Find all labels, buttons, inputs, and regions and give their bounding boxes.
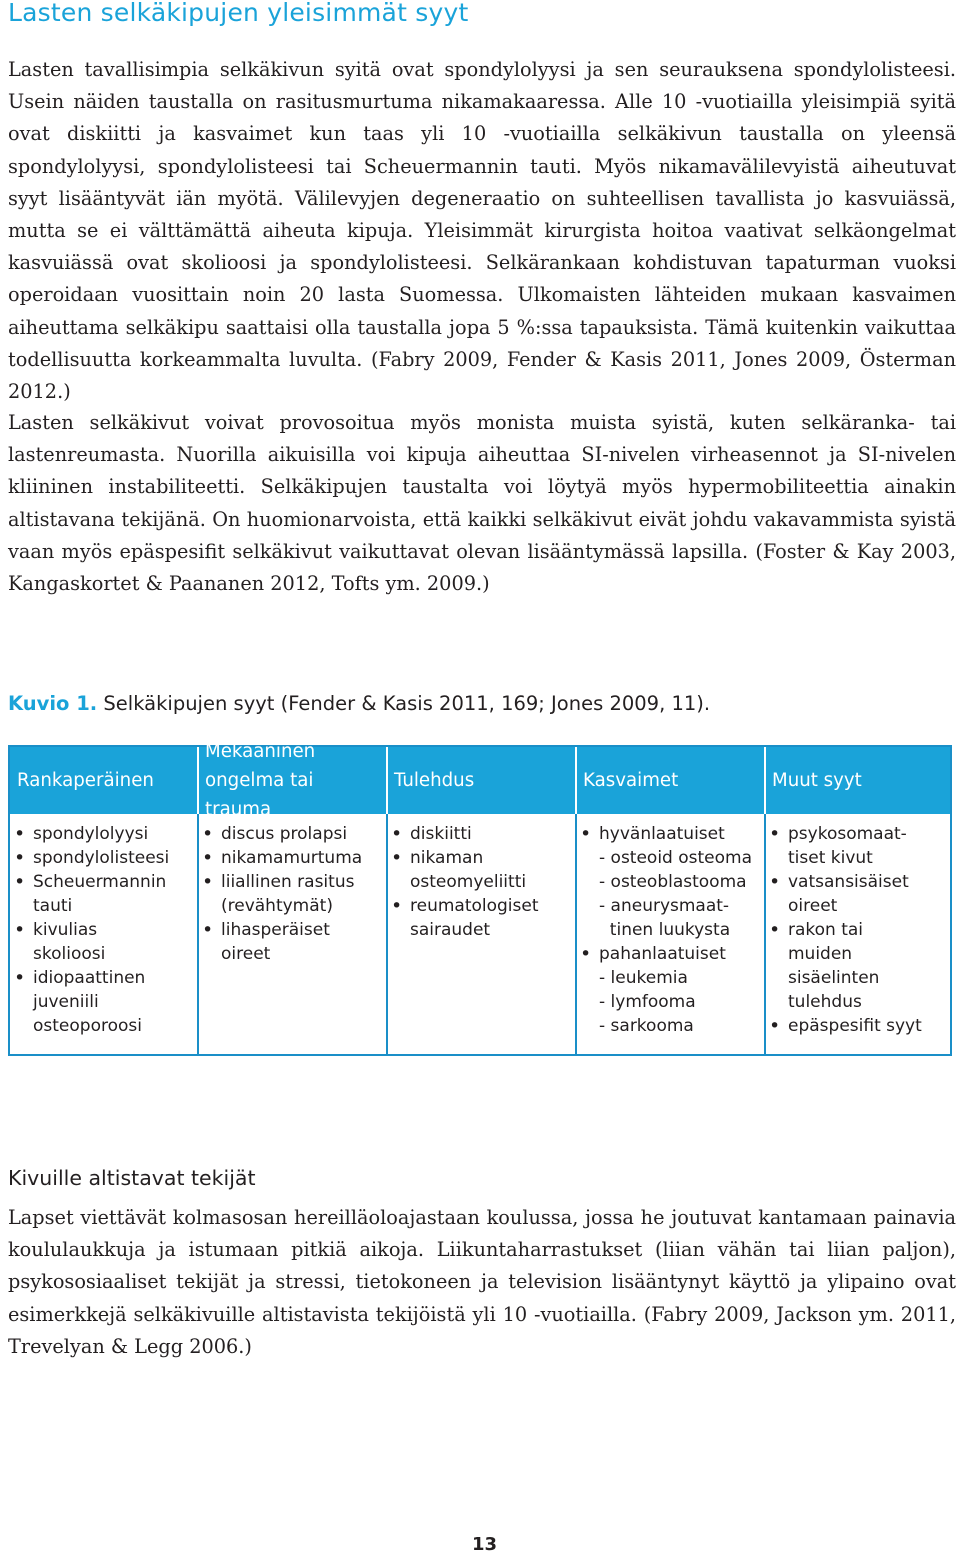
table-cell-item: tauti — [33, 896, 73, 916]
table-header-row — [10, 741, 950, 820]
section-heading: Lasten selkäkipujen yleisimmät syyt — [8, 0, 469, 27]
table-cell-item: • Scheuermannin — [10, 870, 169, 894]
table-cell-item: - osteoid osteoma — [599, 848, 752, 868]
table-cell-item: • rakon tai — [765, 918, 922, 942]
paragraph-risk-factors: Lapset viettävät kolmasosan hereilläoloajastaan koulussa, jossa he joutuvat kantamaan painavia koululaukkuja ja istumaan pitkiä aikoja. Liikuntaharrastukset (liian vähän tai liian paljon), psykososiaaliset tekijät ja stressi, tietokoneen ja television lisääntynyt käyttö ja ylipaino ovat esimerkkejä selkäkivuille altistavista tekijöistä yli 10 -vuotiailla. (Fabry 2009, Jackson ym. 2011, Trevelyan & Legg 2006.) — [8, 1206, 956, 1358]
table-cell-item: • discus prolapsi — [198, 822, 362, 846]
table-cell-item: - lymfooma — [599, 992, 696, 1012]
table-cell-item: tinen luukysta — [599, 920, 731, 940]
table-cell-item: - sarkooma — [599, 1016, 694, 1036]
table-cell-item: • hyvänlaatuiset — [576, 822, 752, 846]
table-cell-item: juveniili — [33, 992, 99, 1012]
table-cell-item: oireet — [788, 896, 838, 916]
table-column-mekaaninen — [198, 822, 362, 966]
table-cell-item: muiden — [788, 944, 853, 964]
table-column-rankaperainen — [10, 822, 169, 1038]
table-cell-item: • vatsansisäiset — [765, 870, 922, 894]
page-number: 13 — [472, 1534, 498, 1555]
table-header-cell: Rankaperäinen — [17, 770, 154, 791]
table-cell-item: - aneurysmaat- — [599, 896, 730, 916]
table-column-kasvaimet — [576, 822, 752, 1038]
table-cell-item: • spondylolyysi — [10, 822, 169, 846]
table-cell-item: sisäelinten — [788, 968, 880, 988]
table-cell-item: • reumatologiset — [387, 894, 539, 918]
table-header-cell: Tulehdus — [394, 770, 475, 791]
figure-caption — [8, 692, 710, 715]
table-header-cell: Kasvaimet — [583, 770, 679, 791]
table-cell-item: - osteoblastooma — [599, 872, 747, 892]
table-cell-item: • nikaman — [387, 846, 539, 870]
table-column-muut-syyt — [765, 822, 922, 1038]
table-cell-item: • epäspesifit syyt — [765, 1014, 922, 1038]
table-column-tulehdus — [387, 822, 539, 942]
table-cell-item: skolioosi — [33, 944, 106, 964]
table-cell-item: • idiopaattinen — [10, 966, 169, 990]
table-header-text: Mekaaninen ongelma tai trauma — [205, 741, 316, 820]
table-cell-item: • diskiitti — [387, 822, 539, 846]
table-cell-item: • kivulias — [10, 918, 169, 942]
causes-table — [8, 741, 952, 1056]
paragraph-other-causes: Lasten selkäkivut voivat provosoitua myös monista muista syistä, kuten selkäranka- tai lastenreumasta. Nuorilla aikuisilla voi kipuja aiheuttaa SI-nivelen virheasennot ja SI-nivelen kliininen instabiliteetti. Selkäkipujen taustalta voi löytyä myös hypermobiliteettia ainakin altistavana tekijänä. On huomionarvoista, että kaikki selkäkivut eivät johdu vakavammista syistä vaan myös epäspesifit selkäkivut vaikuttavat olevan lisääntymässä lapsilla. (Foster & Kay 2003, Kangaskortet & Paananen 2012, Tofts ym. 2009.) — [8, 411, 956, 596]
table-cell-item: sairaudet — [410, 920, 491, 940]
table-cell-item: (revähtymät) — [221, 896, 333, 916]
table-cell-item: tulehdus — [788, 992, 862, 1012]
table-cell-item: • pahanlaatuiset — [576, 942, 752, 966]
figure-caption-text: Selkäkipujen syyt (Fender & Kasis 2011, 169; Jones 2009, 11). — [97, 692, 711, 715]
subheading: Kivuille altistavat tekijät — [8, 1166, 256, 1190]
table-cell-item: tiset kivut — [788, 848, 873, 868]
paragraph-common-causes: Lasten tavallisimpia selkäkivun syitä ovat spondylolyysi ja sen seurauksena spondylolisteesi. Usein näiden taustalla on rasitusmurtuma nikamakaaressa. Alle 10 -vuotiailla yleisimpiä syitä ovat diskiitti ja kasvaimet kun taas yli 10 -vuotiailla selkäkivun taustalla on yleensä spondylolyysi, spondylolisteesi tai Scheuermannin tauti. Myös nikamavälilevyistä aiheutuvat syyt lisääntyvät iän myötä. Välilevyjen degeneraatio on suhteellisen tavallista jo kasvuiässä, mutta se ei välttämättä aiheuta kipuja. Yleisimmät kirurgista hoitoa vaativat selkäongelmat kasvuiässä ovat skolioosi ja spondylolisteesi. Selkärankaan kohdistuvan tapaturman vuoksi operoidaan vuosittain noin 20 lasta Suomessa. Ulkomaisten lähteiden mukaan kasvaimen aiheuttama selkäkipu saattaisi olla taustalla jopa 5 %:ssa tapauksista. Tämä kuitenkin vaikuttaa todellisuutta korkeammalta luvulta. (Fabry 2009, Fender & Kasis 2011, Jones 2009, Österman 2012.) — [8, 58, 956, 404]
table-cell-item: • liiallinen rasitus — [198, 870, 362, 894]
table-cell-item: osteomyeliitti — [410, 872, 527, 892]
table-cell-item: - leukemia — [599, 968, 688, 988]
table-cell-item: oireet — [221, 944, 271, 964]
table-cell-item: • spondylolisteesi — [10, 846, 169, 870]
table-cell-item: • lihasperäiset — [198, 918, 362, 942]
figure-label: Kuvio 1. — [8, 692, 98, 715]
table-header-cell — [198, 741, 386, 820]
table-header-cell: Muut syyt — [772, 770, 862, 791]
table-cell-item: • nikamamurtuma — [198, 846, 362, 870]
table-cell-item: osteoporoosi — [33, 1016, 142, 1036]
table-cell-item: • psykosomaat- — [765, 822, 922, 846]
